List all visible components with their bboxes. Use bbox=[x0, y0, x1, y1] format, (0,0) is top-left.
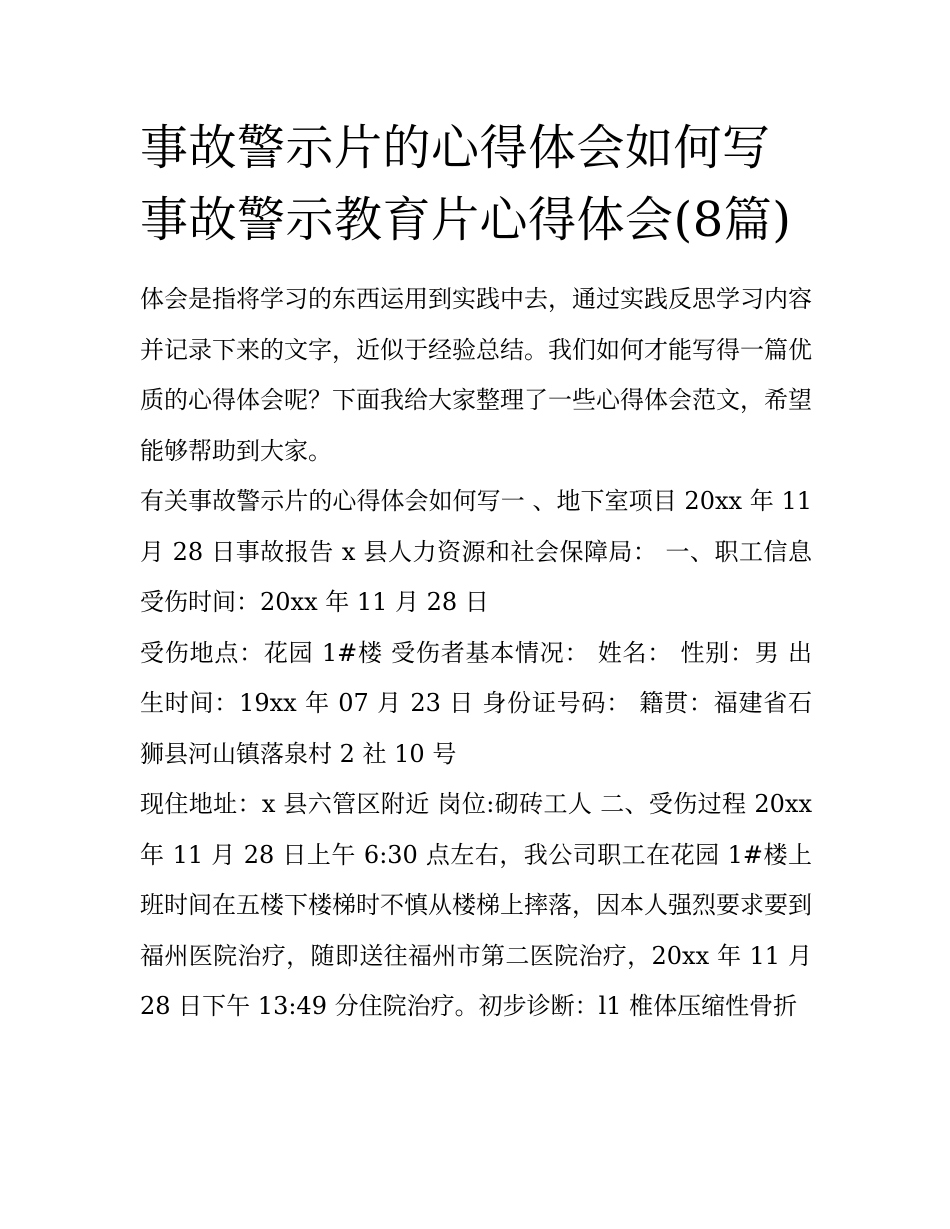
intro-paragraph: 体会是指将学习的东西运用到实践中去，通过实践反思学习内容并记录下来的文字，近似于经验总结。我们如何才能写得一篇优质的心得体会呢？下面我给大家整理了一些心得体会范文，希望能够帮助到大家。 bbox=[140, 285, 812, 465]
document-page bbox=[140, 112, 812, 1032]
body-paragraph-1: 有关事故警示片的心得体会如何写一 、地下室项目 20xx 年 11 月 28 日事故报告 x 县人力资源和社会保障局： 一、职工信息 受伤时间：20xx 年 11 月 28 日 bbox=[140, 487, 812, 616]
body-paragraph-2: 受伤地点：花园 1#楼 受伤者基本情况： 姓名： 性别：男 出生时间：19xx 年 07 月 23 日 身份证号码： 籍贯：福建省石狮县河山镇落泉村 2 社 10 号 bbox=[140, 638, 812, 768]
document-title: 事故警示片的心得体会如何写事故警示教育片心得体会(8篇) bbox=[140, 120, 792, 248]
body-paragraph-3: 现住地址：x 县六管区附近 岗位:砌砖工人 二、受伤过程 20xx 年 11 月 28 日上午 6:30 点左右，我公司职工在花园 1#楼上班时间在五楼下楼梯时不慎从楼梯上摔落，因本人强烈要求要到福州医院治疗，随即送往福州市第二医院治疗，20xx 年 11 月 28 日下午 13:49 分住院治疗。初步诊断：l1 椎体压缩性骨折 bbox=[140, 790, 812, 1020]
